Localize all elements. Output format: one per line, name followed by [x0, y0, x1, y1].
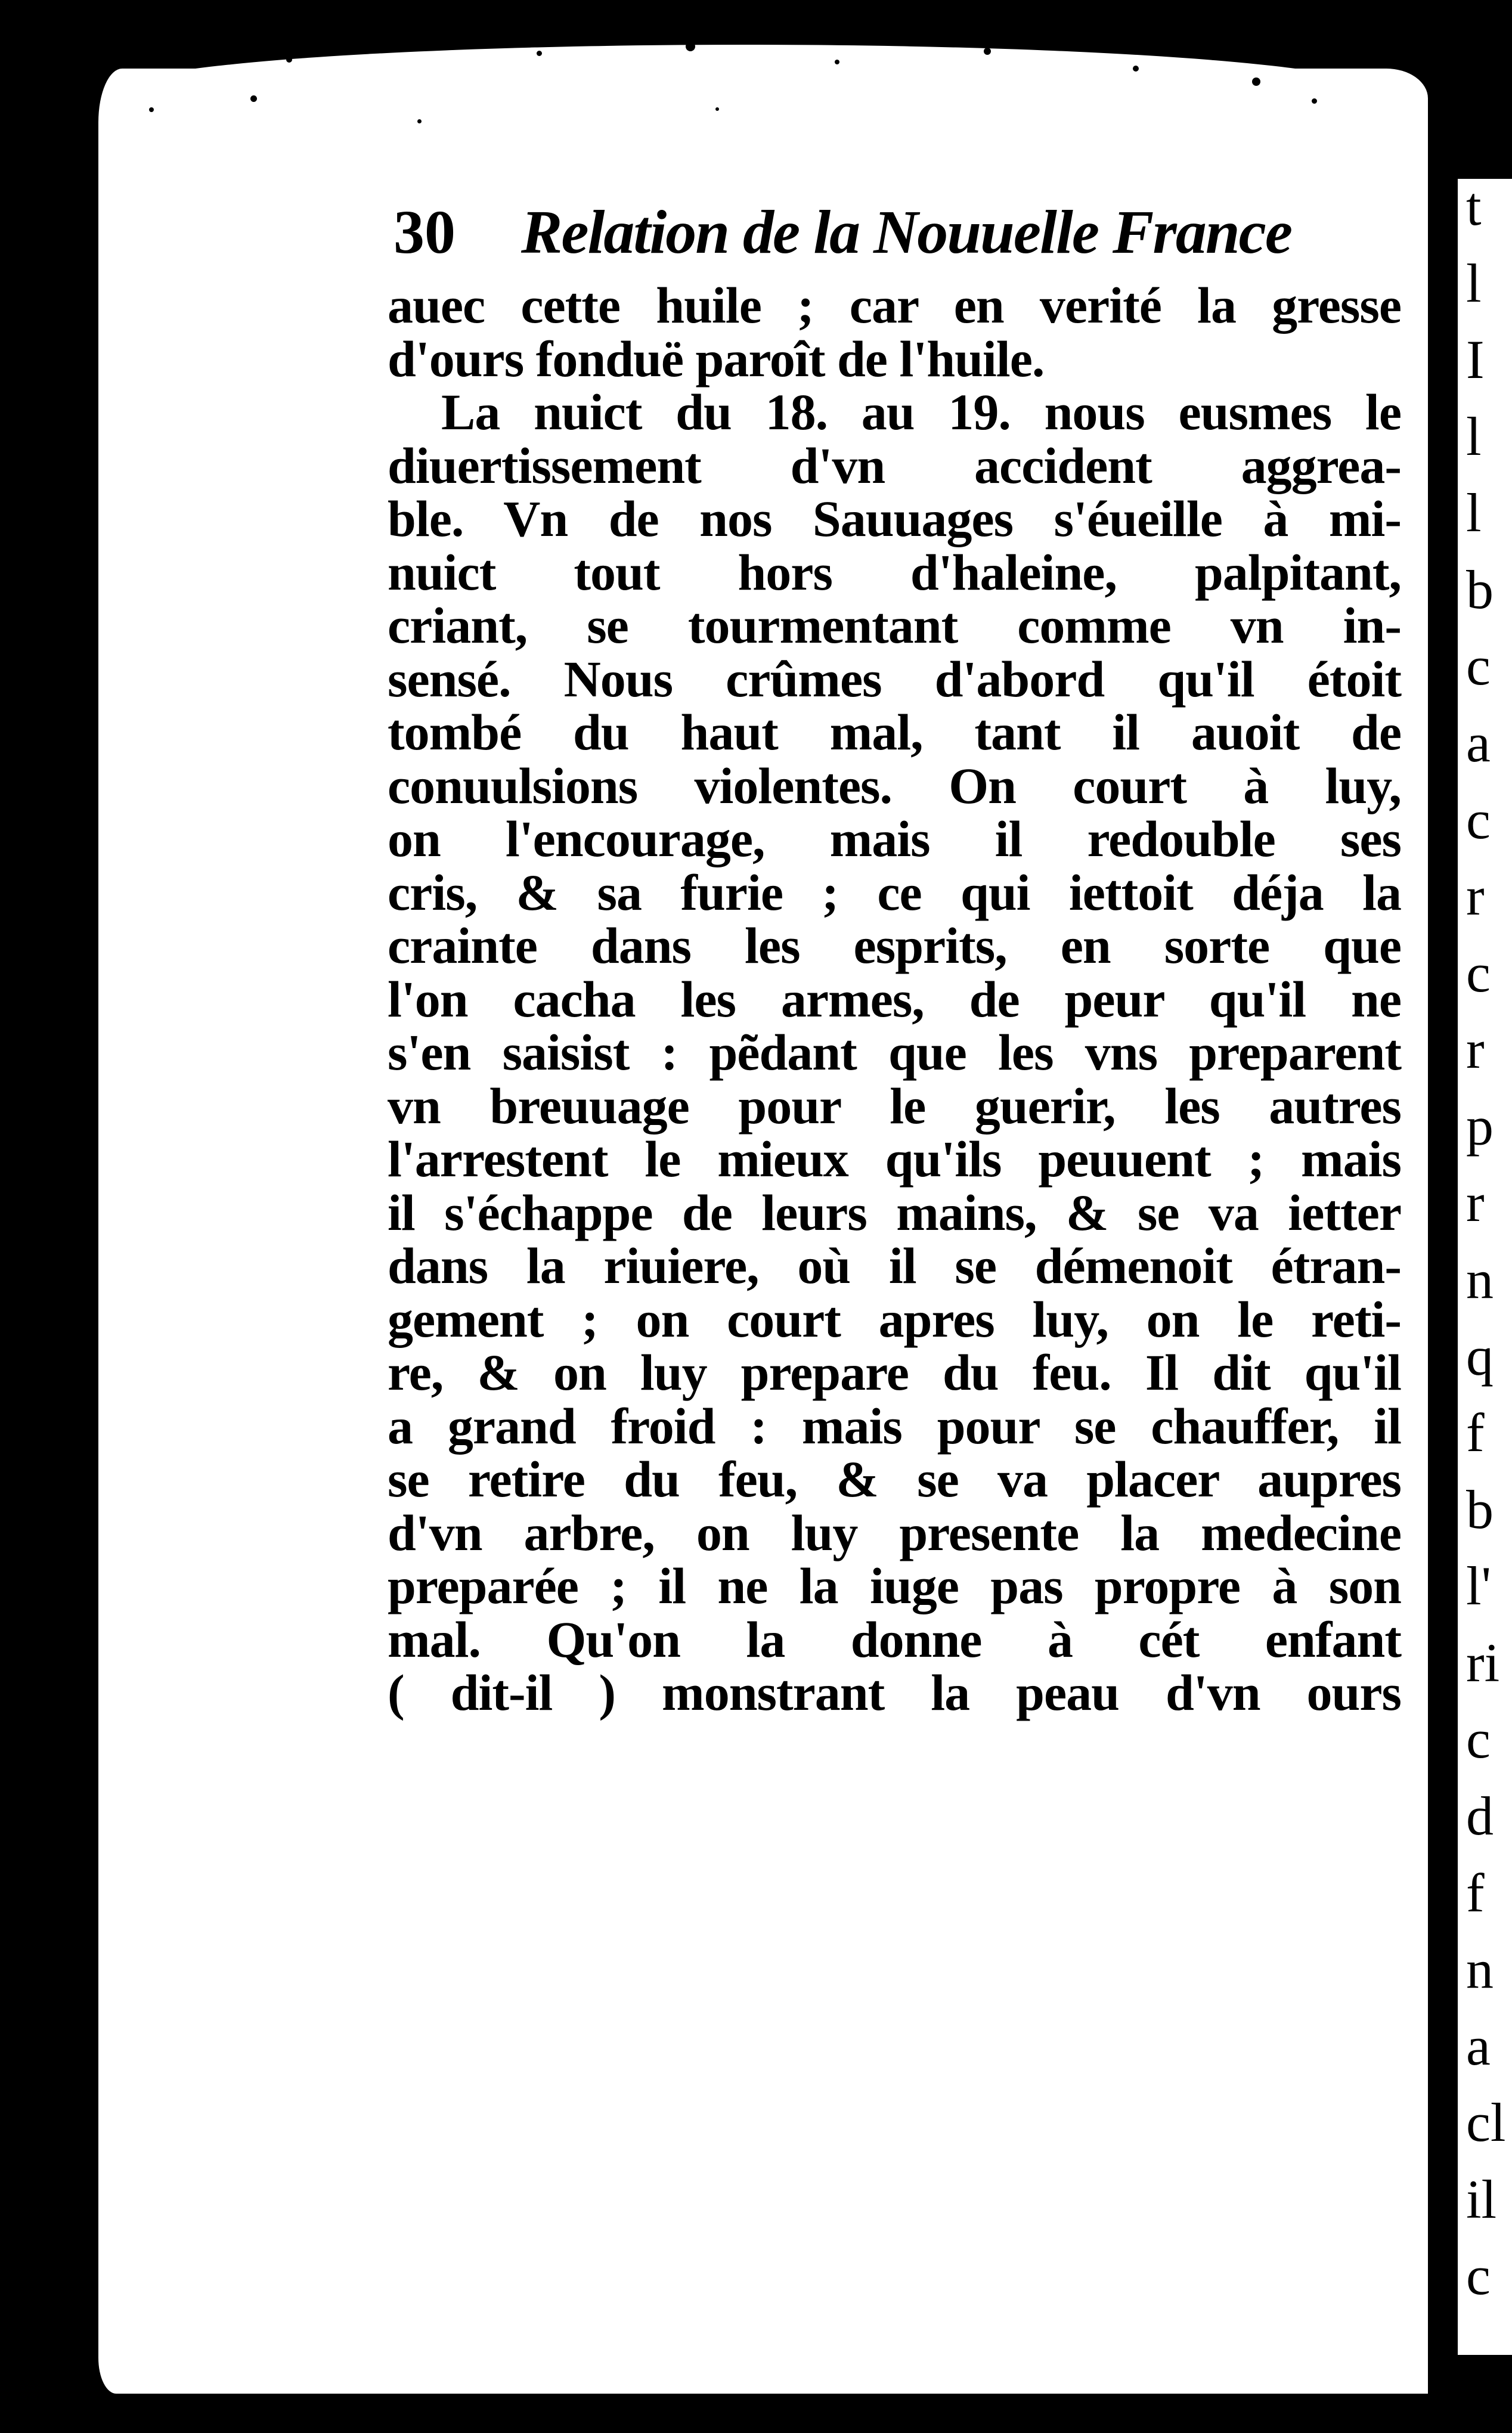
body-text: [388, 279, 1401, 1720]
text-line: s'en saisist : pẽdant que les vns preparent: [388, 1024, 1401, 1081]
text-line: l'arrestent le mieux qu'ils peuuent ; mais: [388, 1130, 1401, 1188]
adjacent-page-fragment: a: [1466, 712, 1491, 773]
adjacent-page-fragment: l: [1466, 253, 1482, 314]
scan-speck: [686, 42, 695, 51]
scan-speck: [179, 42, 187, 50]
adjacent-page-fragment: b: [1466, 559, 1494, 620]
text-line: preparée ; il ne la iuge pas propre à son: [388, 1557, 1401, 1614]
text-line: conuulsions violentes. On court à luy,: [388, 757, 1401, 814]
text-line: dans la riuiere, où il se démenoit étran-: [388, 1237, 1401, 1294]
adjacent-page-fragment: a: [1466, 2016, 1491, 2076]
scan-speck: [250, 95, 257, 102]
adjacent-page-fragment: r: [1466, 1172, 1485, 1233]
adjacent-page-fragment: n: [1466, 1939, 1494, 2000]
text-line: diuertissement d'vn accident aggrea-: [388, 436, 1401, 494]
adjacent-page-fragment: il: [1466, 2169, 1497, 2230]
scan-speck: [417, 119, 422, 123]
scan-speck: [984, 48, 991, 55]
adjacent-page-fragment: b: [1466, 1479, 1494, 1540]
adjacent-page-fragment: r: [1466, 866, 1485, 926]
adjacent-page-fragment: n: [1466, 1249, 1494, 1310]
text-line: gement ; on court apres luy, on le reti-: [388, 1290, 1401, 1348]
adjacent-page-fragment: I: [1466, 329, 1485, 390]
text-line: d'ours fonduë paroît de l'huile.: [388, 330, 1045, 388]
adjacent-page-fragment: cl: [1466, 2092, 1506, 2153]
text-line: ( dit-il ) monstrant la peau d'vn ours: [388, 1664, 1401, 1721]
text-line: criant, se tourmentant comme vn in-: [388, 597, 1401, 654]
text-line: cris, & sa furie ; ce qui iettoit déja la: [388, 863, 1401, 921]
adjacent-page-fragment: r: [1466, 1019, 1485, 1080]
adjacent-page-fragment: d: [1466, 1786, 1494, 1846]
adjacent-page-fragment: ri: [1466, 1632, 1500, 1693]
adjacent-page-fragment: f: [1466, 1862, 1485, 1923]
text-line: se retire du feu, & se va placer aupres: [388, 1450, 1401, 1508]
scan-speck: [1312, 98, 1317, 104]
text-line: re, & on luy prepare du feu. Il dit qu'il: [388, 1344, 1401, 1401]
adjacent-page-fragment: q: [1466, 1326, 1494, 1387]
adjacent-page-edge: [1458, 176, 1512, 2355]
adjacent-page-fragment: c: [1466, 943, 1491, 1003]
page-header: [394, 197, 1291, 286]
adjacent-page-fragment: t: [1466, 176, 1482, 237]
scan-speck: [715, 107, 719, 111]
scan-speck: [286, 57, 292, 63]
text-line: on l'encourage, mais il redouble ses: [388, 810, 1401, 867]
text-line: vn breuuage pour le guerir, les autres: [388, 1077, 1401, 1135]
scan-speck: [835, 60, 839, 64]
text-line: il s'échappe de leurs mains, & se va ietter: [388, 1183, 1401, 1241]
adjacent-page-fragment: p: [1466, 1096, 1494, 1157]
text-line: crainte dans les esprits, en sorte que: [388, 917, 1401, 974]
scan-speck: [149, 107, 154, 112]
text-line: tombé du haut mal, tant il auoit de: [388, 703, 1401, 761]
adjacent-page-fragment: c: [1466, 636, 1491, 696]
text-line: auec cette huile ; car en verité la gresse: [388, 277, 1401, 334]
text-line: ble. Vn de nos Sauuages s'éueille à mi-: [388, 490, 1401, 547]
text-line: d'vn arbre, on luy presente la medecine: [388, 1504, 1401, 1561]
adjacent-page-fragment: l': [1466, 1555, 1492, 1616]
scan-speck: [370, 36, 377, 43]
text-line: nuict tout hors d'haleine, palpitant,: [388, 543, 1401, 601]
page-gutter: [1430, 137, 1448, 2403]
scan-speck: [1252, 78, 1260, 86]
adjacent-page-fragment: l: [1466, 406, 1482, 467]
text-line: l'on cacha les armes, de peur qu'il ne: [388, 970, 1401, 1028]
adjacent-page-fragment: l: [1466, 482, 1482, 543]
running-title: Relation de la Nouuelle France: [521, 198, 1291, 266]
adjacent-page-fragment: c: [1466, 1709, 1491, 1769]
text-line: mal. Qu'on la donne à cét enfant: [388, 1610, 1401, 1668]
page-number: 30: [394, 198, 456, 266]
adjacent-page-fragment: c: [1466, 2245, 1491, 2306]
text-line: La nuict du 18. au 19. nous eusmes le: [441, 383, 1401, 441]
adjacent-page-fragment: f: [1466, 1402, 1485, 1463]
text-line: a grand froid : mais pour se chauffer, il: [388, 1397, 1401, 1455]
adjacent-page-fragment: c: [1466, 789, 1491, 850]
scan-speck: [1133, 66, 1139, 72]
text-line: sensé. Nous crûmes d'abord qu'il étoit: [388, 650, 1401, 708]
scan-speck: [537, 51, 542, 56]
